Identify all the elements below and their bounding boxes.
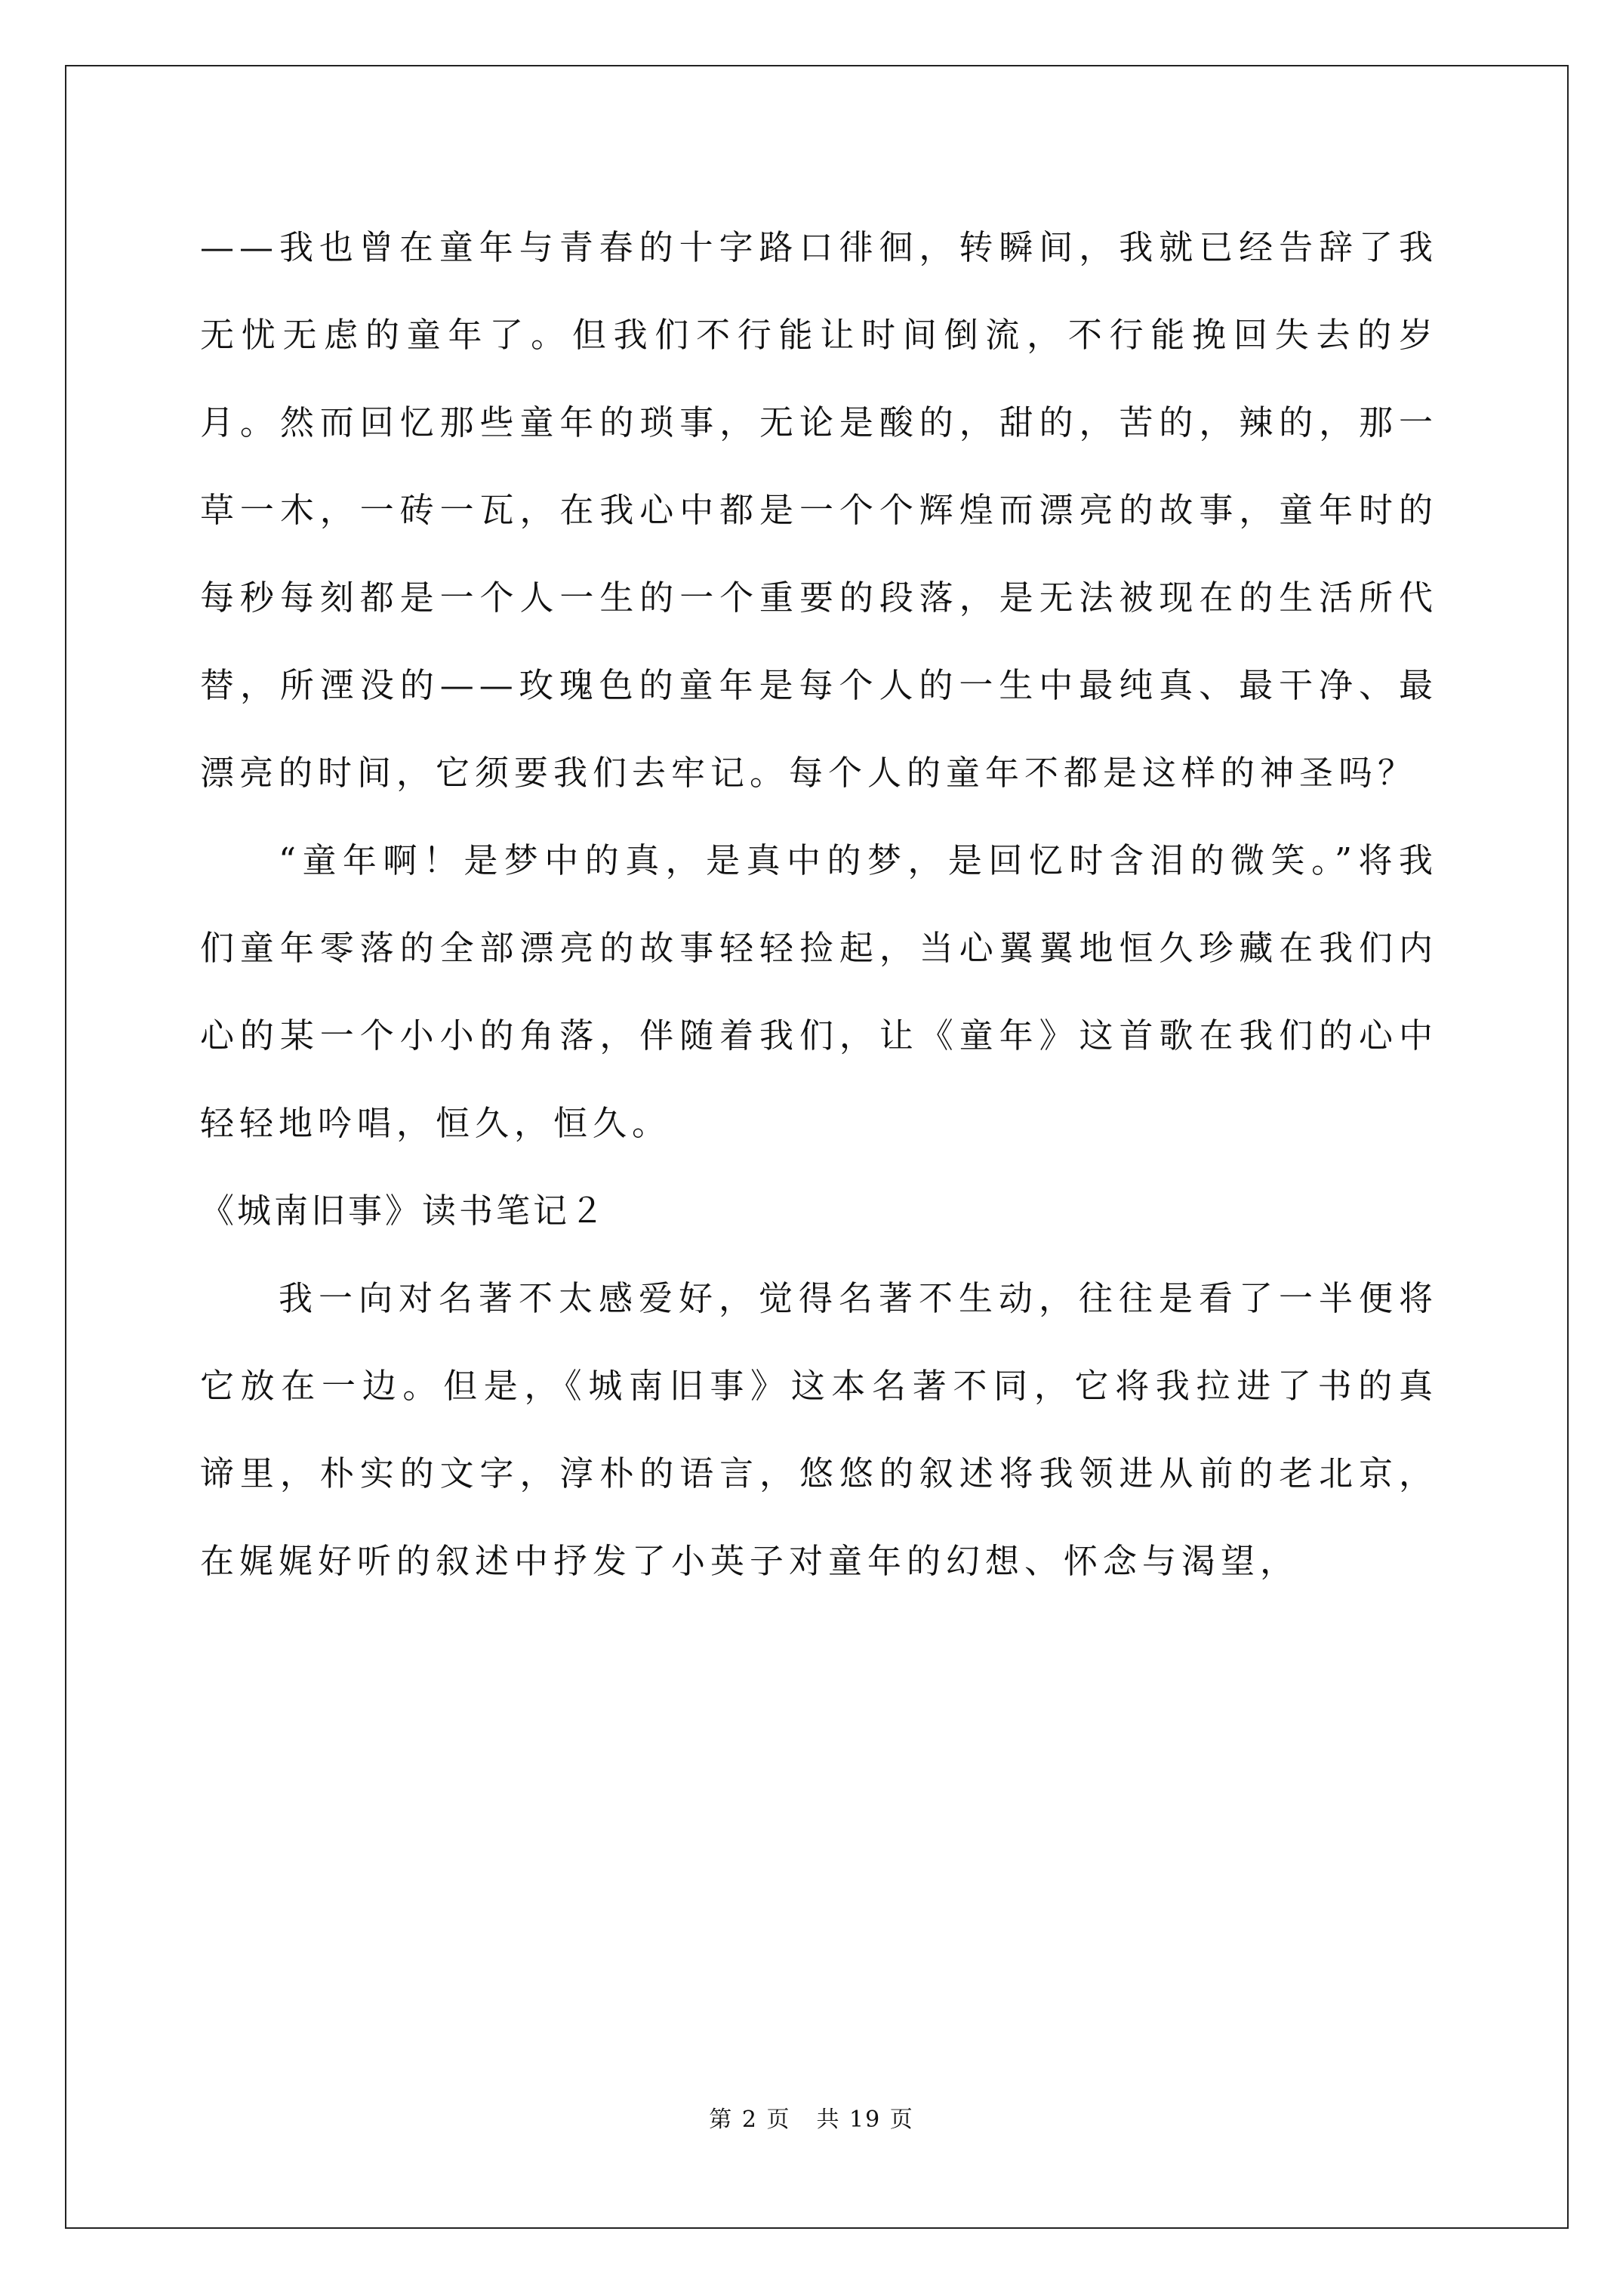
paragraph-3: 我一向对名著不太感爱好，觉得名著不生动，往往是看了一半便将它放在一边。但是，《城南旧事》这本名著不同，它将我拉进了书的真谛里，朴实的文字，淳朴的语言，悠悠的叙述将我领进从前的老北京，在娓娓好听的叙述中抒发了小英子对童年的幻想、怀念与渴望， [200,1278,1438,1581]
page-number: 第 2 页 [709,2106,791,2133]
page-footer [0,2105,1623,2135]
document-body [200,204,1438,1605]
page-total: 共 19 页 [816,2106,914,2133]
paragraph-1: ——我也曾在童年与青春的十字路口徘徊，转瞬间，我就已经告辞了我无忧无虑的童年了。但我们不行能让时间倒流，不行能挽回失去的岁月。然而回忆那些童年的琐事，无论是酸的，甜的，苦的，辣的，那一草一木，一砖一瓦，在我心中都是一个个辉煌而漂亮的故事，童年时的每秒每刻都是一个人一生的一个重要的段落，是无法被现在的生活所代替，所湮没的——玫瑰色的童年是每个人的一生中最纯真、最干净、最漂亮的时间，它须要我们去牢记。每个人的童年不都是这样的神圣吗？ [200,227,1438,793]
section-heading: 《城南旧事》读书笔记２ [200,1191,608,1231]
paragraph-2: “童年啊！是梦中的真，是真中的梦，是回忆时含泪的微笑。”将我们童年零落的全部漂亮的故事轻轻捡起，当心翼翼地恒久珍藏在我们内心的某一个小小的角落，伴随着我们，让《童年》这首歌在我们的心中轻轻地吟唱，恒久，恒久。 [200,840,1438,1143]
